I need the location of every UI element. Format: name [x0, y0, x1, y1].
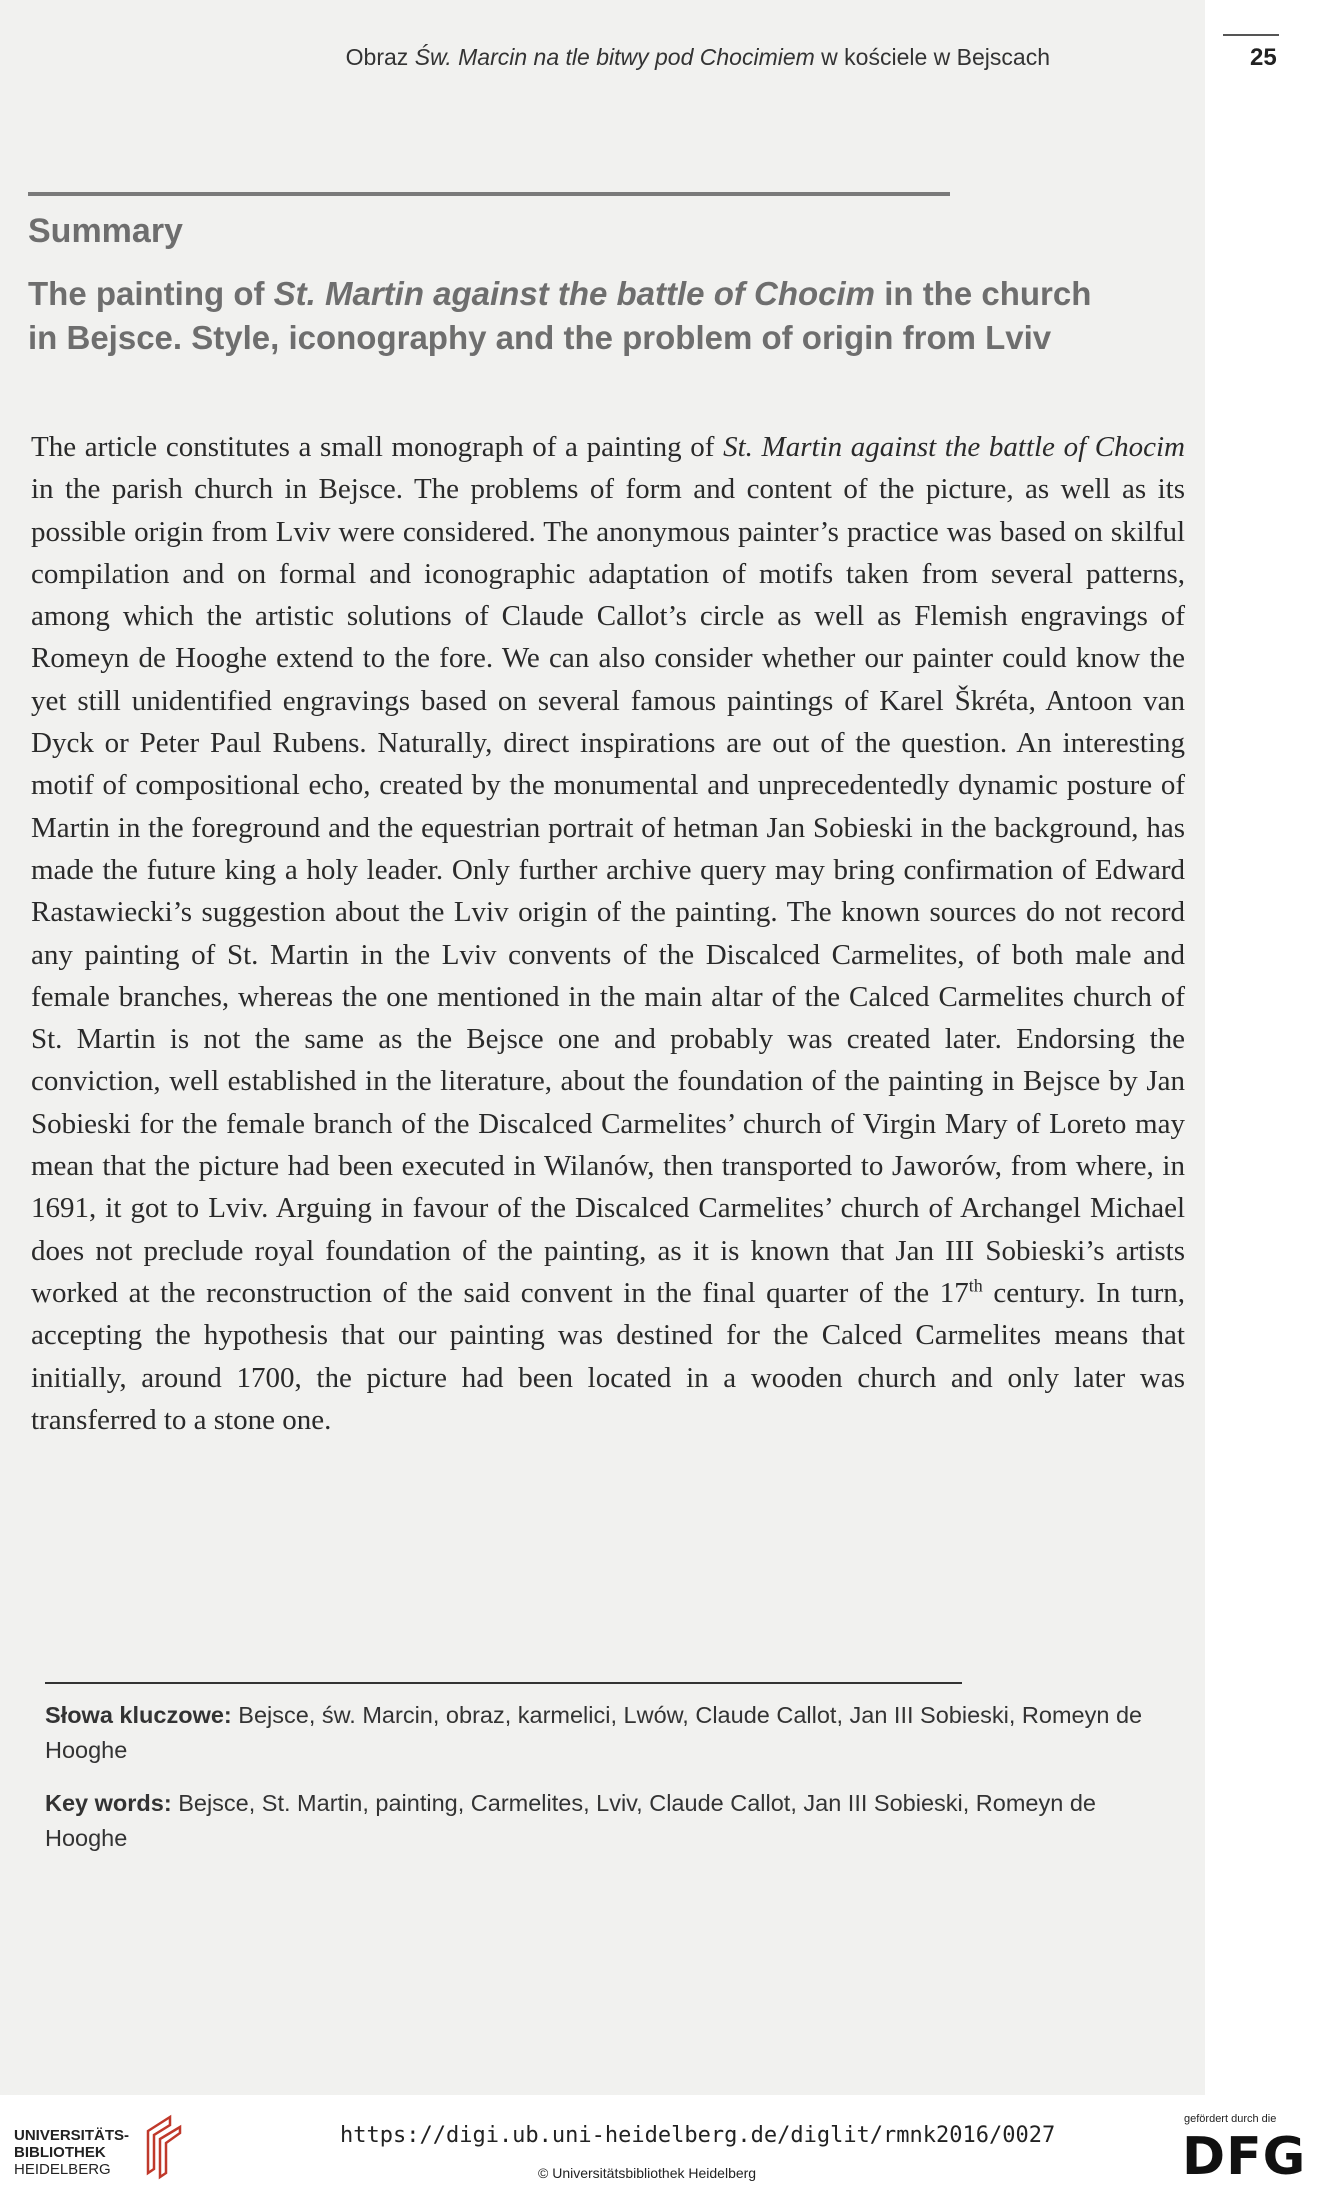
library-logo-icon	[140, 2111, 190, 2181]
keywords-english-text: Bejsce, St. Martin, painting, Carmelites, Lviv, Claude Callot, Jan III Sobieski, Romeyn de Hooghe	[45, 1790, 1096, 1851]
subtitle-prefix: The painting of	[28, 275, 274, 312]
logo-line-2: BIBLIOTHEK	[14, 2144, 106, 2161]
subtitle-line2: in Bejsce. Style, iconography and the problem of origin from Lviv	[28, 319, 1052, 356]
subtitle-line1-suffix: in the church	[875, 275, 1092, 312]
header-rule	[1223, 34, 1279, 36]
keywords-english	[45, 1786, 1145, 1856]
dfg-logo: DFG	[1182, 2127, 1307, 2187]
running-header-prefix: Obraz	[345, 44, 415, 70]
body-start: The article constitutes a small monograph of a painting of	[31, 431, 724, 463]
subtitle-italic: St. Martin against the battle of Chocim	[273, 275, 876, 312]
summary-body	[31, 426, 1185, 1441]
body-italic-title: St. Martin against the battle of Chocim	[723, 431, 1185, 463]
body-superscript: th	[968, 1275, 983, 1296]
page-number: 25	[1250, 44, 1277, 71]
library-logo-text	[14, 2127, 129, 2178]
logo-line-1: UNIVERSITÄTS-	[14, 2127, 130, 2144]
keywords-english-label: Key words:	[45, 1790, 172, 1816]
body-end: century. In turn, accepting the hypothesis that our painting was destined for the Calced Carmelites means that initially, around 1700, the picture had been located in a wooden church and only later was transferred to a stone one.	[31, 1276, 1185, 1436]
dfg-caption: gefördert durch die	[1184, 2113, 1277, 2125]
body-main: in the parish church in Bejsce. The problems of form and content of the picture, as well as its possible origin from Lviv were considered. The anonymous painter’s practice was based on skilful compilation and on formal and iconographic adaptation of motifs taken from several patterns, among which the artistic solutions of Claude Callot’s circle as well as Flemish engravings of Romeyn de Hooghe extend to the fore. We can also consider whether our painter could know the yet still unidentified engravings based on several famous paintings of Karel Škréta, Antoon van Dyck or Peter Paul Rubens. Naturally, direct inspirations are out of the question. An interesting motif of compositional echo, created by the monumental and unprecedentedly dynamic posture of Martin in the foreground and the equestrian portrait of hetman Jan Sobieski in the background, has made the future king a holy leader. Only further archive query may bring confirmation of Edward Rastawiecki’s suggestion about the Lviv origin of the painting. The known sources do not record any painting of St. Martin in the Lviv convents of the Discalced Carmelites, of both male and female branches, whereas the one mentioned in the main altar of the Calced Carmelites church of St. Martin is not the same as the Bejsce one and probably was created later. Endorsing the conviction, well established in the literature, about the foundation of the painting in Bejsce by Jan Sobieski for the female branch of the Discalced Carmelites’ church of Virgin Mary of Loreto may mean that the picture had been executed in Wilanów, then transported to Jaworów, from where, in 1691, it got to Lviv. Arguing in favour of the Discalced Carmelites’ church of Archangel Michael does not preclude royal foundation of the painting, as it is known that Jan III Sobieski’s artists worked at the reconstruction of the said convent in the final quarter of the 17	[31, 473, 1185, 1309]
keywords-polish-text: Bejsce, św. Marcin, obraz, karmelici, Lwów, Claude Callot, Jan III Sobieski, Romeyn de Hooghe	[45, 1702, 1143, 1763]
keywords-rule	[45, 1682, 962, 1684]
keywords-polish	[45, 1698, 1145, 1768]
running-header-suffix: w kościele w Bejscach	[814, 44, 1050, 70]
summary-subtitle	[28, 272, 1188, 360]
running-header	[346, 44, 1050, 71]
footer-copyright: © Universitätsbibliothek Heidelberg	[538, 2165, 757, 2181]
section-rule	[28, 192, 950, 196]
footer-url-link[interactable]: https://digi.ub.uni-heidelberg.de/diglit/rmnk2016/0027	[340, 2123, 1056, 2148]
footer	[0, 2095, 1332, 2199]
keywords-polish-label: Słowa kluczowe:	[45, 1702, 232, 1728]
running-header-italic: Św. Marcin na tle bitwy pod Chocimiem	[414, 44, 815, 70]
summary-heading: Summary	[28, 212, 183, 250]
logo-line-3: HEIDELBERG	[14, 2161, 111, 2178]
